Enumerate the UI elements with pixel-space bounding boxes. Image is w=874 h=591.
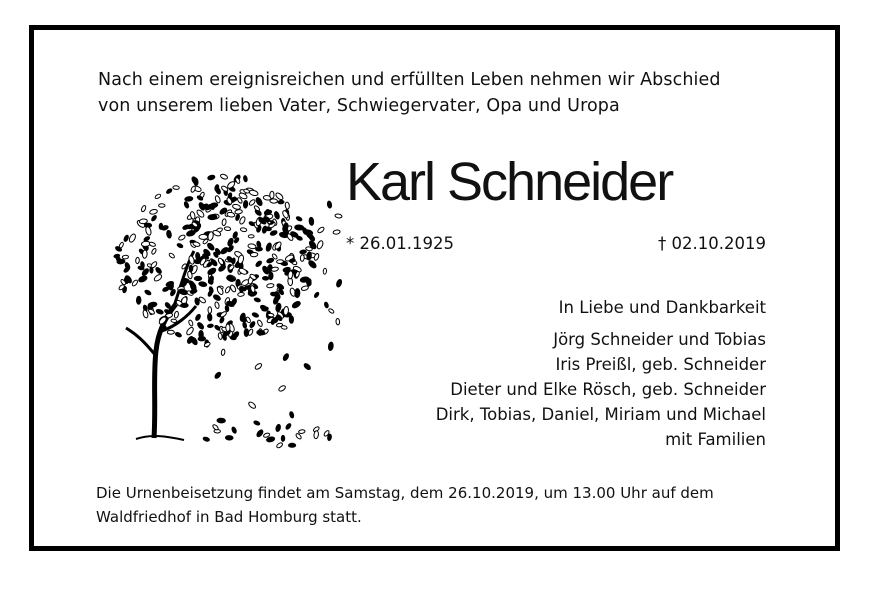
mourners-list: [436, 327, 766, 452]
burial-notice: [96, 481, 714, 529]
mourner-line: mit Familien: [665, 430, 766, 449]
intro-text: [98, 67, 721, 119]
mourner-line: Jörg Schneider und Tobias: [553, 330, 766, 349]
mourner-line: Iris Preißl, geb. Schneider: [555, 355, 766, 374]
deceased-name: Karl Schneider: [346, 152, 673, 212]
windblown-tree-icon: [96, 156, 346, 451]
birth-date: * 26.01.1925: [346, 234, 454, 253]
death-date: † 02.10.2019: [658, 234, 766, 253]
intro-line-2: von unserem lieben Vater, Schwiegervater, Opa und Uropa: [98, 96, 620, 116]
obituary-frame: [29, 25, 840, 551]
notice-line-1: Die Urnenbeisetzung findet am Samstag, dem 26.10.2019, um 13.00 Uhr auf dem: [96, 484, 714, 502]
intro-line-1: Nach einem ereignisreichen und erfüllten Leben nehmen wir Abschied: [98, 70, 721, 90]
notice-line-2: Waldfriedhof in Bad Homburg statt.: [96, 508, 362, 526]
mourners-heading: In Liebe und Dankbarkeit: [558, 298, 766, 317]
mourner-line: Dirk, Tobias, Daniel, Miriam und Michael: [435, 405, 766, 424]
mourner-line: Dieter und Elke Rösch, geb. Schneider: [450, 380, 766, 399]
